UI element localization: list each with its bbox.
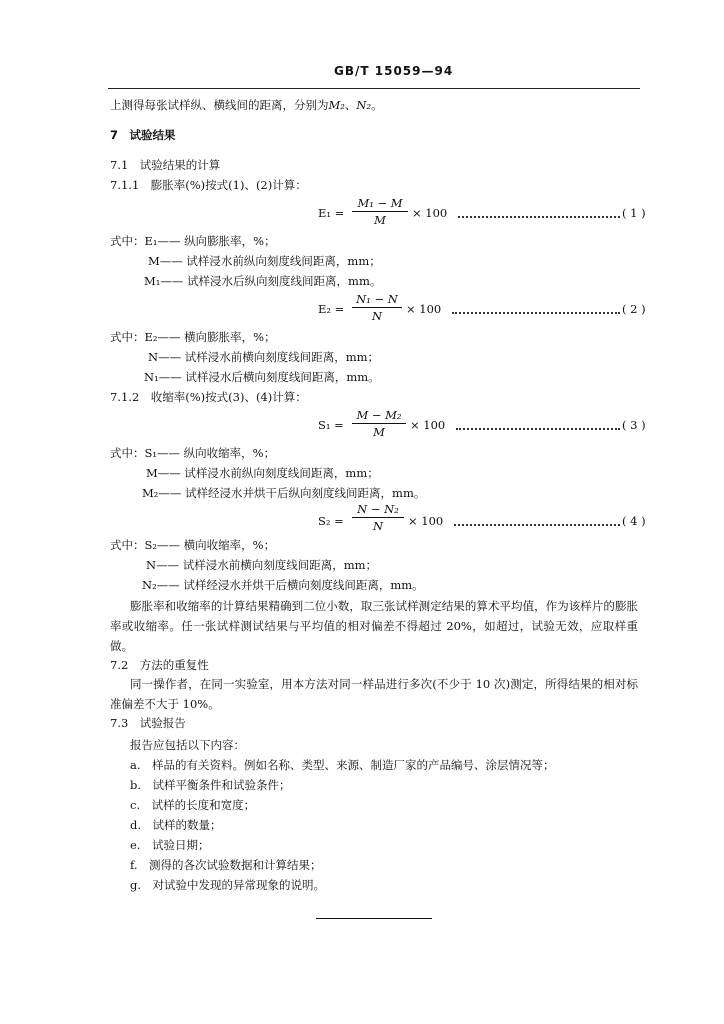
eq1-denominator: M [374,213,386,227]
eq3-multiplier: × 100 [410,418,446,432]
report-item-c: c. 试样的长度和宽度； [130,798,256,812]
eq4-where-line-1 [110,538,275,553]
standard-code-header: GB/T 15059—94 [334,64,454,78]
eq1-fraction [352,196,408,227]
eq1-numerator: M₁ − M [352,196,408,212]
eq1-lhs: E₁ = [318,206,345,220]
eq3-leader-dots [456,428,620,430]
eq1-leader-dots [458,216,620,218]
eq2-number: ( 2 ) [622,302,646,316]
section-7-1-heading: 7.1 试验结果的计算 [110,158,221,172]
eq3-where-line-3: M₂—— 试样经浸水并烘干后纵向刻度线间距离，mm。 [142,486,426,500]
report-item-b: b. 试样平衡条件和试验条件； [130,778,291,792]
eq2-numerator: N₁ − N [352,292,402,308]
intro-var-n2: N₂ [356,98,372,112]
section-7-3-heading: 7.3 试验报告 [110,716,186,730]
eq1-where-line-1 [110,234,276,249]
eq3-fraction [352,408,406,439]
eq4-fraction [352,502,404,533]
report-item-a: a. 样品的有关资料。例如名称、类型、来源、制造厂家的产品编号、涂层情况等； [130,758,555,772]
report-item-e: e. 试验日期； [130,838,210,852]
eq4-multiplier: × 100 [408,514,444,528]
intro-text: 上测得每张试样纵、横线间的距离，分别为 [110,98,329,112]
eq3-where-s1: S₁—— 纵向收缩率，%； [144,446,276,460]
result-paragraph: 膨胀率和收缩率的计算结果精确到二位小数，取三张试样测定结果的算术平均值，作为该样片的膨胀率或收缩率。任一张试样测试结果与平均值的相对偏差不得超过 20%，如超过，试验无效，应取样重做。 [110,599,638,653]
eq4-where-line-2: N—— 试样浸水前横向刻度线间距离，mm； [146,558,378,572]
report-item-f: f. 测得的各次试验数据和计算结果； [130,858,322,872]
eq1-where-line-2: M—— 试样浸水前纵向刻度线间距离，mm； [148,254,381,268]
eq2-where-line-1 [110,330,276,345]
eq1-multiplier: × 100 [412,206,448,220]
report-item-g: g. 对试验中发现的异常现象的说明。 [130,878,326,892]
eq4-leader-dots [454,524,620,526]
repeatability-paragraph: 同一操作者，在同一实验室，用本方法对同一样品进行多次(不少于 10 次)测定，所得结果的相对标准偏差不大于 10%。 [110,677,638,711]
eq4-where-line-3: N₂—— 试样经浸水并烘干后横向刻度线间距离，mm。 [142,578,424,592]
eq4-lhs: S₂ = [318,514,344,528]
eq3-lhs: S₁ = [318,418,344,432]
where-lead: 式中： [110,330,145,344]
intro-var-m2: M₂ [328,98,345,112]
report-intro: 报告应包括以下内容： [130,738,245,752]
section-7-heading: 7 试验结果 [110,128,176,142]
header-rule [108,88,640,89]
where-lead: 式中： [110,538,145,552]
eq2-where-line-2: N—— 试样浸水前横向刻度线间距离，mm； [148,350,380,364]
eq3-numerator: M − M₂ [352,408,406,424]
eq4-denominator: N [372,519,384,533]
eq4-where-s2: S₂—— 横向收缩率，%； [144,538,276,552]
section-7-1-2-heading: 7.1.2 收缩率(%)按式(3)、(4)计算： [110,390,307,404]
eq2-where-line-3: N₁—— 试样浸水后横向刻度线间距离，mm。 [144,370,380,384]
eq3-number: ( 3 ) [622,418,646,432]
eq3-denominator: M [373,425,385,439]
eq2-denominator: N [371,309,383,323]
eq2-where-e2: E₂—— 横向膨胀率，%； [144,330,276,344]
section-7-2-heading: 7.2 方法的重复性 [110,658,209,672]
eq2-fraction [352,292,402,323]
eq3-where-line-1 [110,446,275,461]
eq1-where-line-3: M₁—— 试样浸水后纵向刻度线间距离，mm。 [144,274,382,288]
section-7-1-1-heading: 7.1.1 膨胀率(%)按式(1)、(2)计算： [110,178,307,192]
intro-line: 上测得每张试样纵、横线间的距离，分别为M₂、N₂。 [110,98,383,112]
where-lead: 式中： [110,234,145,248]
eq4-number: ( 4 ) [622,514,646,528]
report-item-d: d. 试样的数量； [130,818,222,832]
end-rule [316,918,432,919]
eq2-multiplier: × 100 [406,302,442,316]
where-lead: 式中： [110,446,145,460]
eq1-number: ( 1 ) [622,206,646,220]
eq3-where-line-2: M—— 试样浸水前纵向刻度线间距离，mm； [146,466,379,480]
eq1-where-e1: E₁—— 纵向膨胀率，%； [144,234,276,248]
eq2-leader-dots [452,312,620,314]
eq2-lhs: E₂ = [318,302,345,316]
eq4-numerator: N − N₂ [352,502,404,518]
